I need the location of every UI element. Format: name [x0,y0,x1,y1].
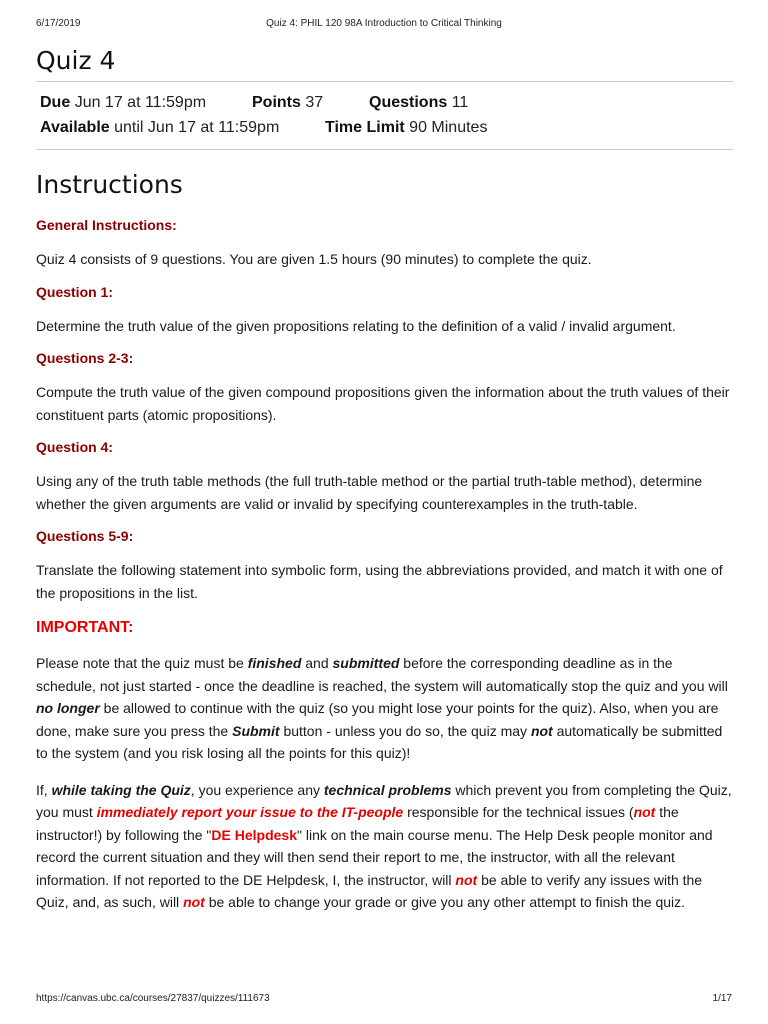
question-4-text: Using any of the truth table methods (the full truth-table method or the partial truth-table method), determine whether the given arguments are valid or invalid by specifying counterexamples in the truth-table. [36,473,703,512]
time-limit-info [325,115,487,140]
time-limit-value: 90 Minutes [409,119,488,136]
text-segment: button - unless you do so, the quiz may [279,722,531,739]
emphasis-report-issue: immediately report your issue to the IT-people [96,804,404,820]
points-info [252,90,323,115]
question-1-text: Determine the truth value of the given propositions relating to the definition of a valid / invalid argument. [36,317,676,334]
text-segment: which prevent you from completing the Quiz, you must [36,781,732,820]
available-info [40,115,279,140]
meta-divider [36,149,733,150]
text-segment: be able to change your grade or give you any other attempt to finish the quiz. [204,894,686,910]
text-segment: and [301,655,333,671]
deadline-notice [36,652,733,765]
general-instructions-label: General Instructions: [36,217,177,233]
print-title: Quiz 4: PHIL 120 98A Introduction to Critical Thinking [266,18,502,29]
technical-problems-notice [36,779,733,914]
page-title: Quiz 4 [36,46,116,75]
print-url: https://canvas.ubc.ca/courses/27837/quizzes/111673 [36,993,270,1004]
points-label: Points [252,94,301,111]
questions-5-9-label: Questions 5-9: [36,528,134,544]
due-info [40,90,206,115]
quiz-meta [36,82,733,149]
emphasis-finished: finished [247,655,302,671]
text-segment: , you experience any [190,781,324,798]
general-instructions-text: Quiz 4 consists of 9 questions. You are given 1.5 hours (90 minutes) to complete the quiz. [36,251,592,267]
questions-value: 11 [451,94,469,111]
text-segment: responsible for the technical issues ( [403,804,634,820]
questions-label: Questions [369,94,448,111]
important-label: IMPORTANT: [36,619,134,636]
emphasis-not: not [530,722,553,739]
emphasis-not-verify: not [455,871,478,888]
questions-5-9-text: Translate the following statement into symbolic form, using the abbreviations provided, and match it with one of the propositions in the list. [36,562,723,601]
emphasis-submit: Submit [232,722,280,739]
text-segment: If, [36,781,52,798]
points-value: 37 [305,94,324,111]
meta-row-2 [40,115,729,140]
questions-2-3-text: Compute the truth value of the given compound propositions given the information about the truth values of their constituent parts (atomic propositions). [36,384,730,423]
quiz-content [36,40,733,926]
text-segment: be able to verify any issues with the Quiz, and, as such, will [36,871,703,910]
emphasis-submitted: submitted [332,655,400,671]
text-segment: automatically be submitted to the system (and you risk losing all the points for this quiz)! [36,722,723,761]
text-segment: be allowed to continue with the quiz (so you might lose your points for the quiz). Also, when you are done, make sure you press the [36,700,719,739]
emphasis-no-longer: no longer [36,700,100,716]
instructions-heading: Instructions [36,170,183,199]
print-footer [36,993,732,1007]
due-label: Due [40,94,71,111]
text-segment: before the corresponding deadline as in the schedule, not just started - once the deadline is reached, the system will automatically stop the quiz and you will [36,655,728,694]
emphasis-not-change: not [183,894,205,910]
text-segment: " link on the main course menu. The Help Desk people monitor and record the current situation and they will then send their report to me, the instructor, with all the relevant information. If not reported to the DE Helpdesk, I, the instructor, will [36,826,713,888]
text-segment: Please note that the quiz must be [36,655,248,671]
available-value: until Jun 17 at 11:59pm [114,119,280,136]
question-1-label: Question 1: [36,283,114,300]
page-number: 1/17 [712,993,732,1004]
meta-row-1 [40,90,729,115]
print-header [36,18,732,32]
print-date: 6/17/2019 [36,18,81,29]
question-4-label: Question 4: [36,439,114,455]
due-value: Jun 17 at 11:59pm [74,94,207,111]
emphasis-technical-problems: technical problems [323,781,452,798]
questions-2-3-label: Questions 2-3: [36,350,134,366]
time-limit-label: Time Limit [325,119,405,136]
de-helpdesk-link-text: DE Helpdesk [211,826,297,843]
emphasis-not-instructor: not [633,804,656,820]
text-segment: the instructor!) by following the " [36,804,679,843]
questions-info [369,90,468,115]
emphasis-while-taking: while taking the Quiz [51,781,191,798]
available-label: Available [40,119,110,136]
